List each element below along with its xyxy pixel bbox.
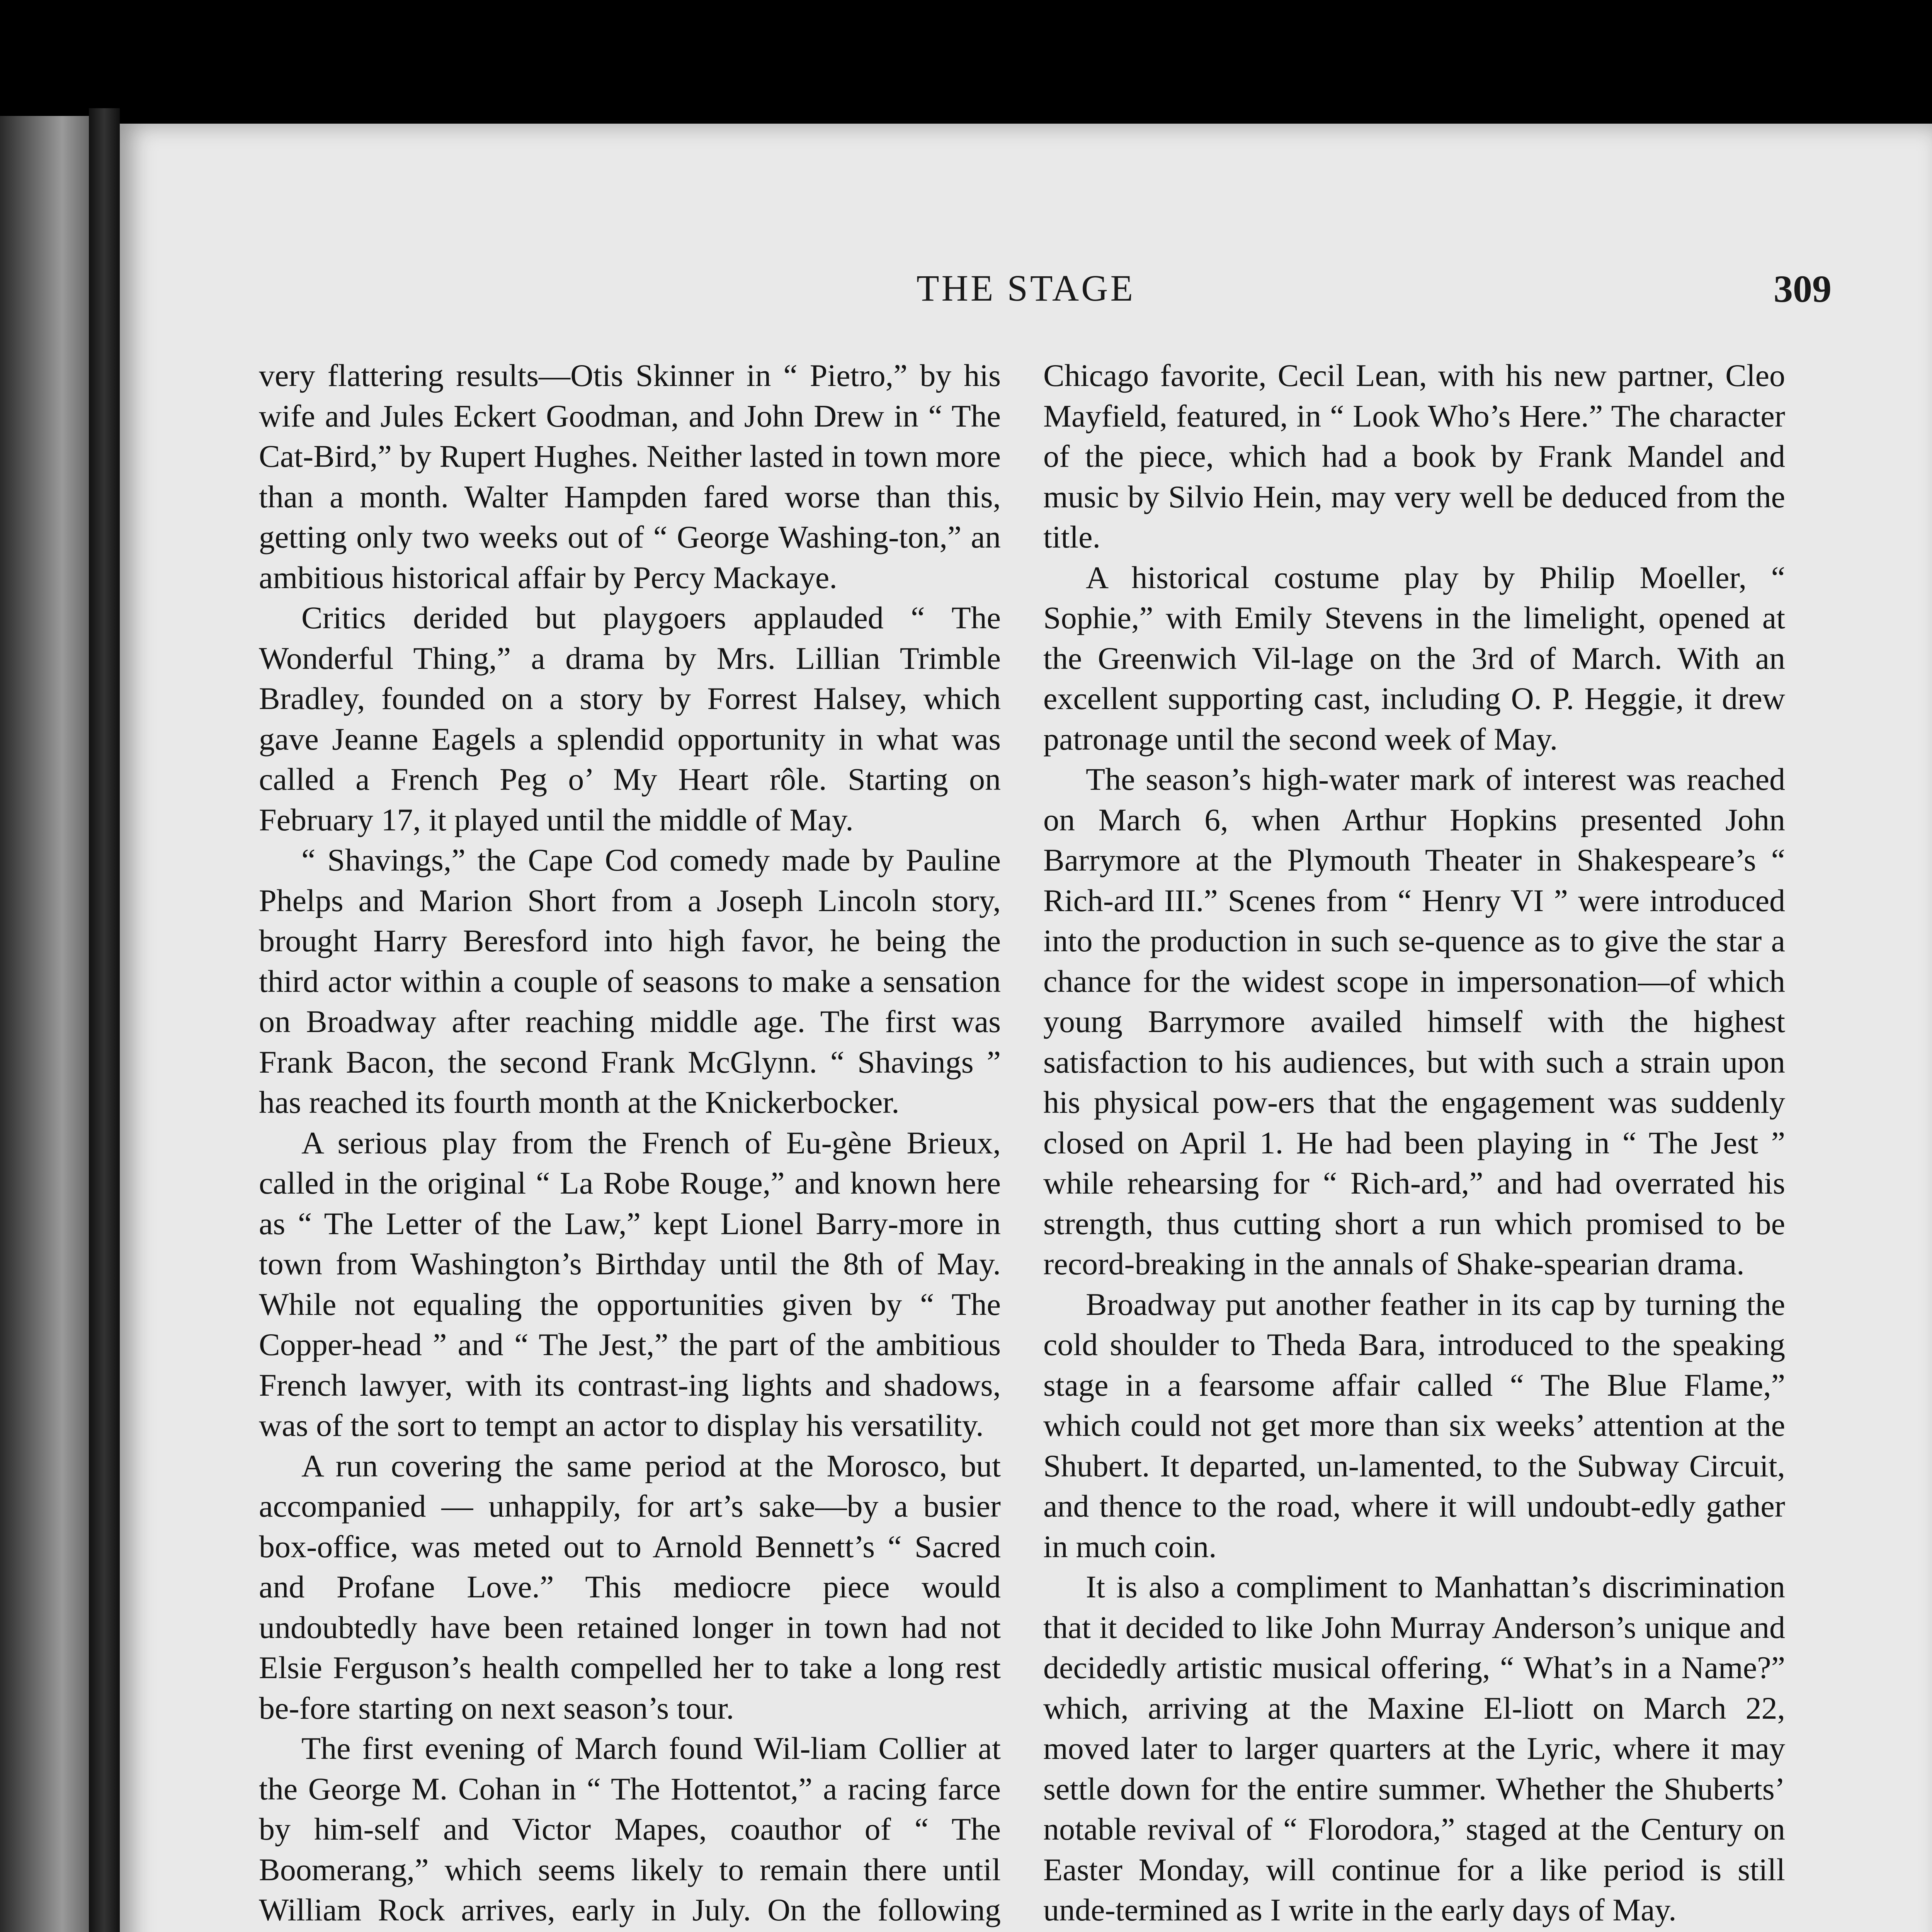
page-number: 309 bbox=[1774, 267, 1832, 310]
left-paragraph-5: A run covering the same period at the Morosco, but accompanied — unhappily, for art’s sake—by a busier box-office, was meted out to Arnold Bennett’s “ Sacred and Profane Love.” This mediocre piece would undoubtedly have been retained longer in town had not Elsie Ferguson’s health compelled her to take a long rest be-fore starting on next season’s tour. bbox=[259, 1448, 1001, 1726]
running-head bbox=[120, 267, 1932, 321]
right-paragraph-5: It is also a compliment to Manhattan’s discrimination that it decided to like John Murray Anderson’s unique and decidedly artistic musical offering, “ What’s in a Name?” which, arriving at the Maxine El-liott on March 22, moved later to larger quarters at the Lyric, where it may settle down for the entire summer. Whether the Shuberts’ notable revival of “ Florodora,” staged at the Century on Easter Monday, will continue for a like period is still unde-termined as I write in the early days of May. bbox=[1043, 1569, 1785, 1927]
previous-page-edge bbox=[0, 116, 89, 1932]
book-page bbox=[120, 124, 1932, 1932]
book-spine bbox=[89, 108, 120, 1932]
right-paragraph-2: A historical costume play by Philip Moeller, “ Sophie,” with Emily Stevens in the limelight, opened at the Greenwich Vil-lage on the 3rd of March. With an excellent supporting cast, including O. P. Heggie, it drew patronage until the second week of May. bbox=[1043, 560, 1785, 757]
right-paragraph-6 bbox=[1043, 1930, 1785, 1932]
running-title: THE STAGE bbox=[916, 267, 1136, 309]
right-paragraph-3: The season’s high-water mark of interest was reached on March 6, when Arthur Hopkins presented John Barrymore at the Plymouth Theater in Shakespeare’s “ Rich-ard III.” Scenes from “ Henry VI ” were introduced into the production in such se-quence as to give the star a chance for the widest scope in impersonation—of which young Barrymore availed himself with the highest satisfaction to his audiences, but with such a strain upon his physical pow-ers that the engagement was suddenly closed on April 1. He had been playing in “ The Jest ” while rehearsing for “ Rich-ard,” and had overrated his strength, thus cutting short a run which promised to be record-breaking in the annals of Shake-spearian drama. bbox=[1043, 762, 1785, 1281]
left-paragraph-6: The first evening of March found Wil-liam Collier at the George M. Cohan in “ The Hottentot,” a racing farce by him-self and Victor Mapes, coauthor of “ The Boomerang,” which seems likely to remain there until William Rock arrives, early in July. On the following bbox=[259, 1731, 1001, 1927]
left-paragraph-3: “ Shavings,” the Cape Cod comedy made by Pauline Phelps and Marion Short from a Joseph Lincoln story, brought Harry Beresford into high favor, he being the third actor within a couple of seasons to make a sensation on Broadway after reaching middle age. The first was Frank Bacon, the second Frank McGlynn. “ Shavings ” has reached its fourth month at the Knickerbocker. bbox=[259, 842, 1001, 1120]
right-column bbox=[1043, 355, 1785, 1932]
right-paragraph-1: Chicago favorite, Cecil Lean, with his new partner, Cleo Mayfield, featured, in “ Look Who’s Here.” The character of the piece, which had a book by Frank Mandel and music by Silvio Hein, may very well be deduced from the title. bbox=[1043, 358, 1785, 554]
right-paragraph-4: Broadway put another feather in its cap by turning the cold shoulder to Theda Bara, introduced to the speaking stage in a fearsome affair called “ The Blue Flame,” which could not get more than six weeks’ attention at the Shubert. It departed, un-lamented, to the Subway Circuit, and thence to the road, where it will undoubt-edly gather in much coin. bbox=[1043, 1286, 1785, 1564]
left-paragraph-1: very flattering results—Otis Skinner in “ Pietro,” by his wife and Jules Eckert Goodman, and John Drew in “ The Cat-Bird,” by Rupert Hughes. Neither lasted in town more than a month. Walter Hampden fared worse than this, getting only two weeks out of “ George Washing-ton,” an ambitious historical affair by Percy Mackaye. bbox=[259, 358, 1001, 595]
left-column bbox=[259, 355, 1001, 1932]
left-paragraph-4: A serious play from the French of Eu-gène Brieux, called in the original “ La Robe Rouge,” and known here as “ The Letter of the Law,” kept Lionel Barry-more in town from Washington’s Birthday until the 8th of May. While not equaling the opportunities given by “ The Copper-head ” and “ The Jest,” the part of the ambitious French lawyer, with its contrast-ing lights and shadows, was of the sort to tempt an actor to display his versatility. bbox=[259, 1125, 1001, 1443]
left-paragraph-2: Critics derided but playgoers applauded “ The Wonderful Thing,” a drama by Mrs. Lillian Trimble Bradley, founded on a story by Forrest Halsey, which gave Jeanne Eagels a splendid opportunity in what was called a French Peg o’ My Heart rôle. Starting on February 17, it played until the middle of May. bbox=[259, 600, 1001, 837]
